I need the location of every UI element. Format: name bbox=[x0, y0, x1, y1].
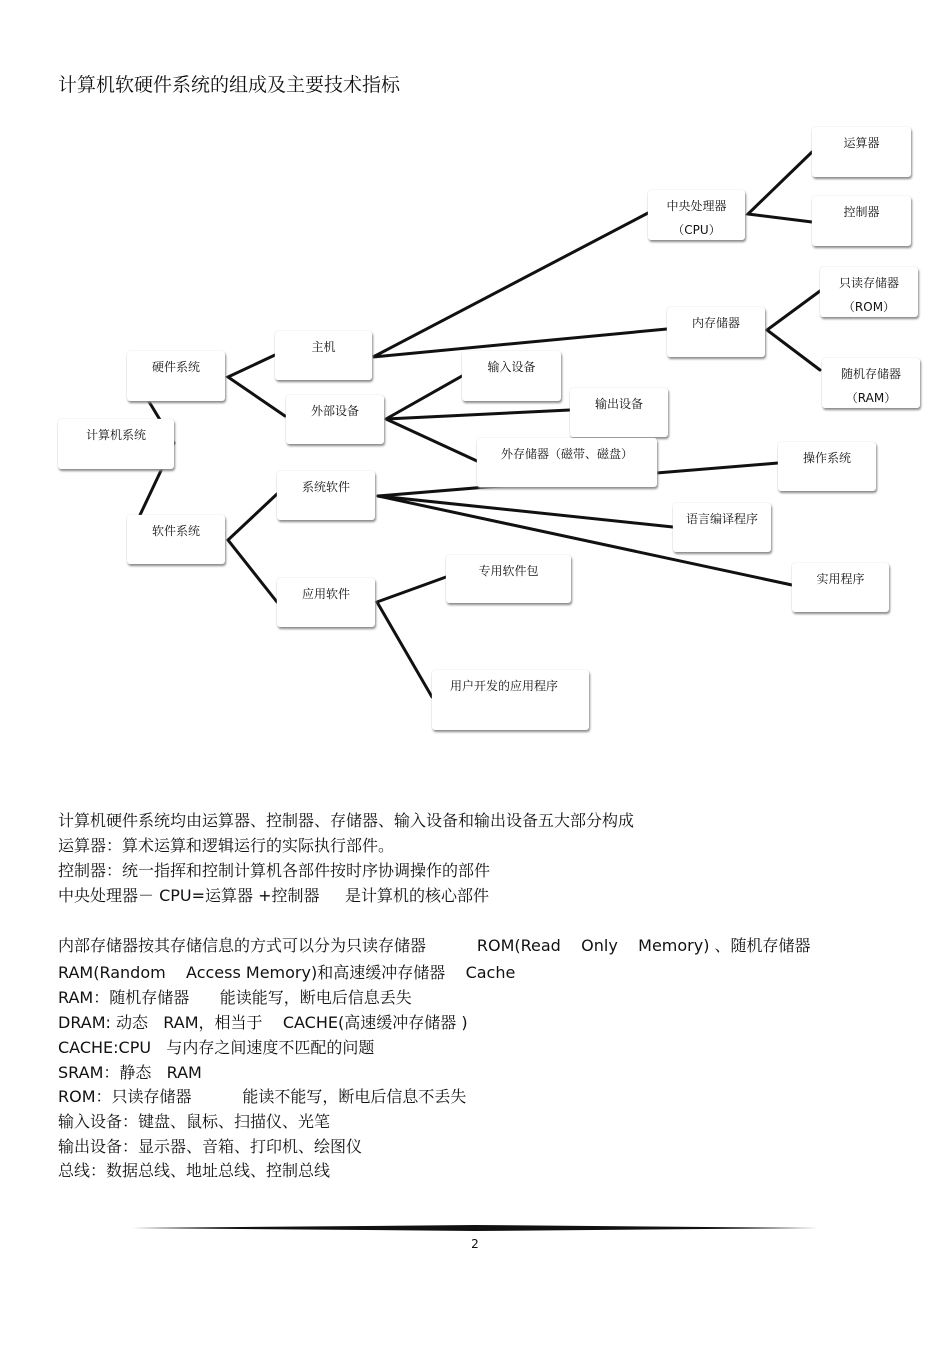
node-label: （CPU） bbox=[672, 223, 721, 237]
node-os bbox=[778, 442, 876, 491]
node-software-system bbox=[127, 515, 225, 564]
node-external-storage bbox=[477, 438, 657, 487]
node-label: 只读存储器 bbox=[838, 276, 899, 290]
node-controller bbox=[812, 196, 911, 246]
paragraph: ROM：只读存储器 能读不能写，断电后信息不丢失 bbox=[58, 1087, 467, 1106]
paragraph: RAM：随机存储器 能读能写，断电后信息丢失 bbox=[58, 988, 412, 1007]
node-label: 计算机系统 bbox=[85, 428, 146, 442]
node-user-applications bbox=[432, 670, 589, 730]
node-label: 专用软件包 bbox=[478, 564, 539, 578]
paragraph: DRAM: 动态 RAM，相当于 CACHE(高速缓冲存储器 ) bbox=[58, 1013, 468, 1032]
node-label: 硬件系统 bbox=[151, 360, 200, 374]
node-label: 实用程序 bbox=[816, 572, 865, 586]
node-label: 外存储器（磁带、磁盘） bbox=[500, 447, 633, 461]
paragraph: RAM(Random Access Memory)和高速缓冲存储器 Cache bbox=[58, 963, 516, 982]
node-output-devices bbox=[570, 388, 668, 437]
node-label: 控制器 bbox=[843, 205, 880, 219]
node-system-software bbox=[277, 471, 375, 520]
node-peripherals bbox=[286, 395, 384, 444]
node-utilities bbox=[792, 563, 889, 612]
node-label: （ROM） bbox=[842, 300, 896, 314]
paragraph: 输入设备：键盘、鼠标、扫描仪、光笔 bbox=[58, 1112, 331, 1131]
node-label: 外部设备 bbox=[310, 404, 359, 418]
node-label: 随机存储器 bbox=[840, 367, 901, 381]
paragraph: 中央处理器－ CPU=运算器 +控制器 是计算机的核心部件 bbox=[58, 886, 489, 905]
paragraph: 总线：数据总线、地址总线、控制总线 bbox=[58, 1161, 331, 1180]
node-compiler bbox=[673, 503, 771, 552]
node-computer-system bbox=[58, 419, 174, 469]
node-label: 操作系统 bbox=[802, 451, 851, 465]
node-label: 运算器 bbox=[843, 136, 880, 150]
node-software-packages bbox=[446, 555, 571, 603]
node-cpu bbox=[648, 190, 745, 240]
node-input-devices bbox=[462, 351, 561, 401]
node-label: 内存储器 bbox=[691, 316, 740, 330]
node-label: 输入设备 bbox=[487, 360, 536, 374]
node-label: 主机 bbox=[311, 340, 336, 354]
node-label: 软件系统 bbox=[151, 524, 200, 538]
node-label: 语言编译程序 bbox=[685, 512, 758, 526]
node-rom bbox=[820, 267, 918, 317]
node-label: （RAM） bbox=[845, 391, 897, 405]
node-label: 中央处理器 bbox=[666, 199, 727, 213]
paragraph: CACHE:CPU 与内存之间速度不匹配的问题 bbox=[58, 1038, 375, 1057]
footer-rule bbox=[132, 1225, 818, 1231]
paragraph: 控制器：统一指挥和控制计算机各部件按时序协调操作的部件 bbox=[58, 861, 491, 880]
page-title: 计算机软硬件系统的组成及主要技术指标 bbox=[58, 74, 401, 96]
node-memory bbox=[667, 307, 765, 357]
node-label: 输出设备 bbox=[594, 397, 643, 411]
paragraph: 输出设备：显示器、音箱、打印机、绘图仪 bbox=[58, 1137, 363, 1156]
node-label: 系统软件 bbox=[301, 480, 350, 494]
node-alu bbox=[812, 127, 911, 177]
node-hardware-system bbox=[127, 351, 225, 401]
paragraph: 计算机硬件系统均由运算器、控制器、存储器、输入设备和输出设备五大部分构成 bbox=[58, 811, 635, 830]
node-label: 应用软件 bbox=[301, 587, 350, 601]
node-label: 用户开发的应用程序 bbox=[450, 679, 559, 693]
node-host bbox=[275, 331, 372, 380]
node-application-software bbox=[277, 578, 375, 627]
paragraph: 运算器：算术运算和逻辑运行的实际执行部件。 bbox=[58, 836, 395, 855]
paragraph: SRAM：静态 RAM bbox=[58, 1063, 202, 1082]
paragraph: 内部存储器按其存储信息的方式可以分为只读存储器 ROM(Read Only Memory) 、随机存储器 bbox=[58, 936, 811, 955]
page-number: 2 bbox=[471, 1237, 479, 1251]
node-ram bbox=[822, 358, 920, 408]
